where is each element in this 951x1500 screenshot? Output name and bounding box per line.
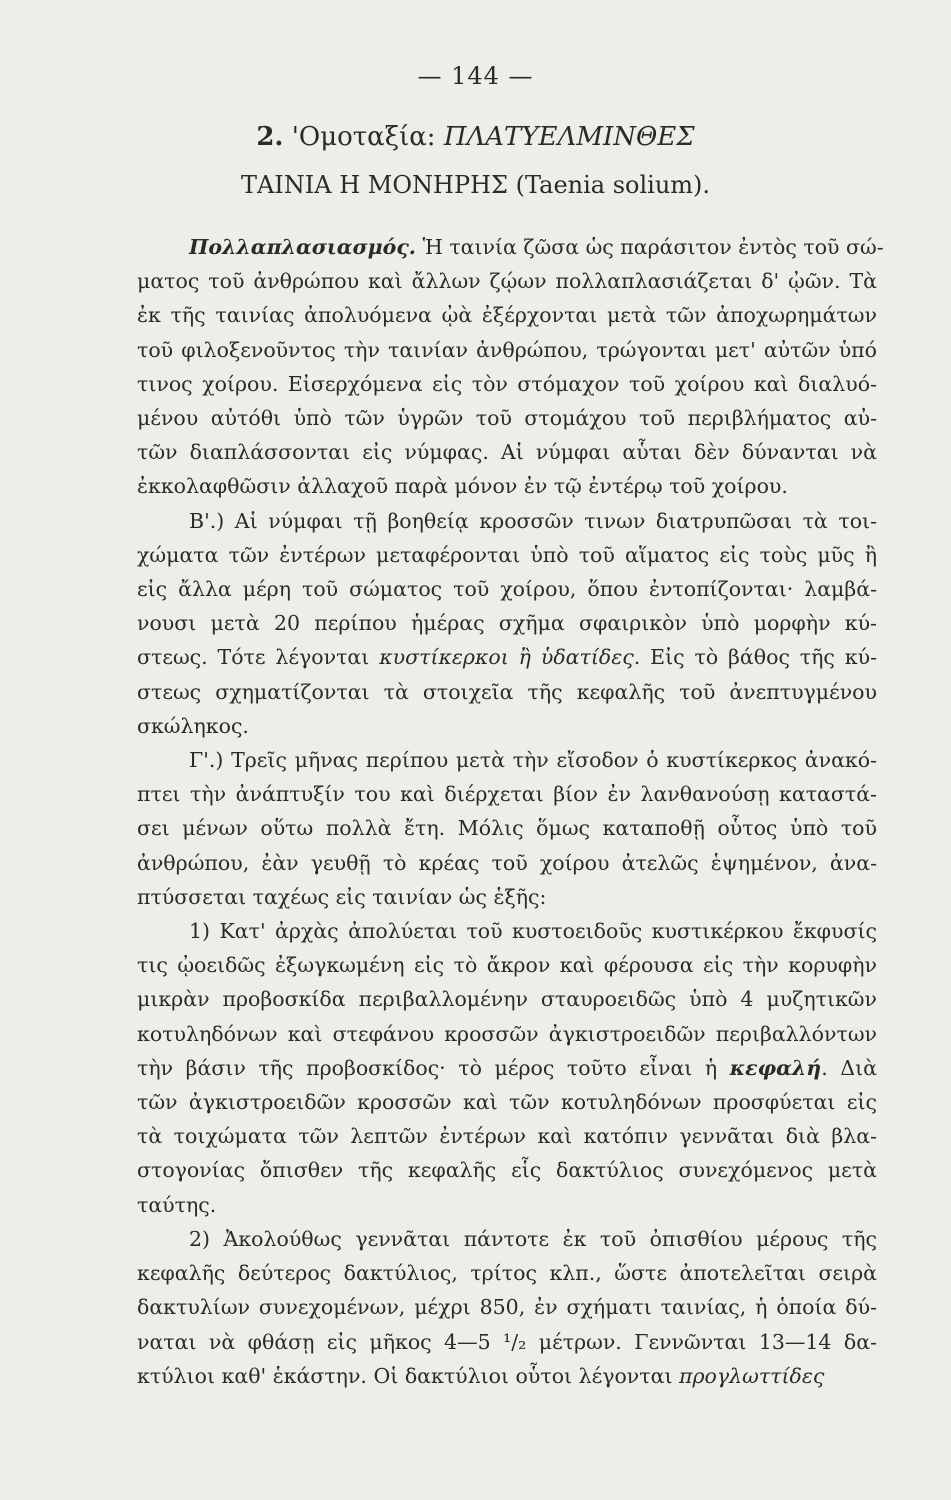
text-line [137, 914, 877, 948]
text-line [137, 777, 877, 811]
text-line [137, 743, 877, 777]
text-segment: πτει τὴν ἀνάπτυξίν του καὶ διέρχεται βίον ἐν λανθανούσῃ καταστά- [137, 782, 877, 807]
text-segment: τὴν βάσιν τῆς προβοσκίδος· τὸ μέρος τοῦτο εἶναι ἡ [137, 1055, 730, 1080]
text-segment: σκώληκος. [137, 713, 249, 738]
text-line [137, 811, 877, 845]
text-line [137, 572, 877, 606]
text-line [137, 1051, 877, 1085]
text-segment: . Διὰ [821, 1055, 877, 1080]
text-segment: ματος τοῦ ἀνθρώπου καὶ ἄλλων ζῴων πολλαπλασιάζεται δ' ᾠῶν. Τὰ [137, 269, 877, 294]
order-label: 'Ομοταξία: [291, 122, 436, 152]
text-line [137, 675, 877, 709]
text-segment: τοῦ φιλοξενοῦντος τὴν ταινίαν ἀνθρώπου, τρώγονται μετ' αὐτῶν ὑπό [137, 337, 877, 362]
text-segment: κοτυληδόνων καὶ στεφάνου κροσσῶν ἀγκιστροειδῶν περιβαλλόντων [137, 1021, 877, 1046]
text-line [137, 880, 877, 914]
text-segment: πτύσσεται ταχέως εἰς ταινίαν ὡς ἑξῆς: [137, 884, 547, 909]
text-segment: στογονίας ὄπισθεν τῆς κεφαλῆς εἷς δακτύλιος συνεχόμενος μετὰ [137, 1158, 877, 1183]
text-segment: τὰ τοιχώματα τῶν λεπτῶν ἐντέρων καὶ κατόπιν γεννᾶται διὰ βλα- [137, 1124, 877, 1149]
order-name: ΠΛΑΤΥΕΛΜΙΝΘΕΣ [443, 122, 695, 152]
text-segment: εἰς ἄλλα μέρη τοῦ σώματος τοῦ χοίρου, ὅπου ἐντοπίζονται· λαμβά- [137, 577, 877, 602]
text-line [137, 1325, 877, 1359]
text-line [137, 846, 877, 880]
text-segment: ἐκκολαφθῶσιν ἀλλαχοῦ παρὰ μόνον ἐν τῷ ἐντέρῳ τοῦ χοίρου. [137, 474, 788, 499]
text-line [137, 640, 877, 674]
emphasis-term: κεφαλή [729, 1055, 822, 1080]
text-line [137, 1359, 877, 1393]
page-number: — 144 — [417, 62, 534, 90]
text-line [137, 1256, 877, 1290]
text-segment: σει μένων οὕτω πολλὰ ἔτη. Μόλις ὅμως καταποθῇ οὗτος ὑπὸ τοῦ [137, 816, 877, 841]
text-line [137, 298, 877, 332]
text-segment: τις ᾠοειδῶς ἐξωγκωμένη εἰς τὸ ἄκρον καὶ φέρουσα εἰς τὴν κορυφὴν [137, 953, 877, 978]
text-line [137, 264, 877, 298]
italic-term: προγλωττίδες [679, 1363, 825, 1388]
text-line [137, 230, 884, 264]
text-segment: στεως. Τότε λέγονται [137, 645, 380, 670]
text-segment: Ἡ ταινία ζῶσα ὡς παράσιτον ἐντὸς τοῦ σώ- [415, 235, 884, 259]
text-segment: ναται νὰ φθάσῃ εἰς μῆκος 4—5 ¹/₂ μέτρων. Γεννῶνται 13—14 δα- [137, 1329, 877, 1354]
text-segment: 1) Κατ' ἀρχὰς ἀπολύεται τοῦ κυστοειδοῦς κυστικέρκου ἔκφυσίς [189, 919, 877, 944]
text-line [137, 401, 877, 435]
text-segment: 2) Ἀκολούθως γεννᾶται πάντοτε ἐκ τοῦ ὀπισθίου μέρους τῆς [189, 1226, 877, 1251]
text-line [137, 606, 877, 640]
text-line [137, 982, 877, 1016]
text-segment: ἀνθρώπου, ἐὰν γευθῇ τὸ κρέας τοῦ χοίρου ἀτελῶς ἑψημένον, ἀνα- [137, 850, 877, 875]
text-segment: μικρὰν προβοσκίδα περιβαλλομένην σταυροειδῶς ὑπὸ 4 μυζητικῶν [137, 987, 877, 1012]
text-segment: τῶν ἀγκιστροειδῶν κροσσῶν καὶ τῶν κοτυληδόνων προσφύεται εἰς [137, 1090, 877, 1115]
text-segment: . Εἰς τὸ βάθος τῆς κύ- [633, 645, 878, 670]
species-title: ΤΑΙΝΙΑ Η ΜΟΝΗΡΗΣ (Taenia solium). [240, 171, 711, 199]
text-segment: κεφαλῆς δεύτερος δακτύλιος, τρίτος κλπ., ὥστε ἀποτελεῖται σειρὰ [137, 1261, 877, 1286]
text-segment: Γ'.) Τρεῖς μῆνας περίπου μετὰ τὴν εἴσοδον ὁ κυστίκερκος ἀνακό- [189, 748, 877, 773]
text-line [137, 1017, 877, 1051]
text-segment: τῶν διαπλάσσονται εἰς νύμφας. Αἱ νύμφαι αὗται δὲν δύνανται νὰ [137, 440, 877, 465]
section-heading [0, 122, 951, 152]
text-segment: κτύλιοι καθ' ἑκάστην. Οἱ δακτύλιοι οὗτοι λέγονται [137, 1363, 679, 1388]
text-line [137, 1222, 877, 1256]
text-segment: στεως σχηματίζονται τὰ στοιχεῖα τῆς κεφαλῆς τοῦ ἀνεπτυγμένου [137, 679, 877, 704]
italic-term: κυστίκερκοι ἢ ὑδατίδες [379, 645, 634, 670]
text-segment: δακτυλίων συνεχομένων, μέχρι 850, ἐν σχήματι ταινίας, ἡ ὁποία δύ- [137, 1295, 877, 1320]
text-segment: χώματα τῶν ἐντέρων μεταφέρονται ὑπὸ τοῦ αἵματος εἰς τοὺς μῦς ἢ [137, 542, 877, 567]
text-line [137, 1153, 877, 1187]
text-line [137, 367, 877, 401]
text-segment: νουσι μετὰ 20 περίπου ἡμέρας σχῆμα σφαιρικὸν ὑπὸ μορφὴν κύ- [137, 611, 877, 636]
text-line [137, 469, 877, 503]
section-number: 2. [256, 122, 284, 152]
text-line [137, 333, 877, 367]
text-line [137, 504, 877, 538]
text-segment: ταύτης. [137, 1192, 217, 1217]
text-line [137, 538, 877, 572]
text-line [137, 709, 877, 743]
text-line [137, 1119, 877, 1153]
body-text [137, 230, 884, 1393]
text-line [137, 435, 877, 469]
text-segment: τινος χοίρου. Εἰσερχόμενα εἰς τὸν στόμαχον τοῦ χοίρου καὶ διαλυό- [137, 371, 877, 396]
text-line [137, 948, 877, 982]
text-segment: μένου αὐτόθι ὑπὸ τῶν ὑγρῶν τοῦ στομάχου τοῦ περιβλήματος αὐ- [137, 406, 877, 431]
text-segment: Β'.) Αἱ νύμφαι τῇ βοηθείᾳ κροσσῶν τινων διατρυπῶσαι τὰ τοι- [189, 508, 877, 533]
text-line [137, 1085, 877, 1119]
text-line [137, 1188, 877, 1222]
text-segment: ἐκ τῆς ταινίας ἀπολυόμενα ᾠὰ ἐξέρχονται μετὰ τῶν ἀποχωρημάτων [137, 303, 877, 328]
text-line [137, 1290, 877, 1324]
emphasis-term: Πολλαπλασιασμός. [189, 235, 416, 259]
